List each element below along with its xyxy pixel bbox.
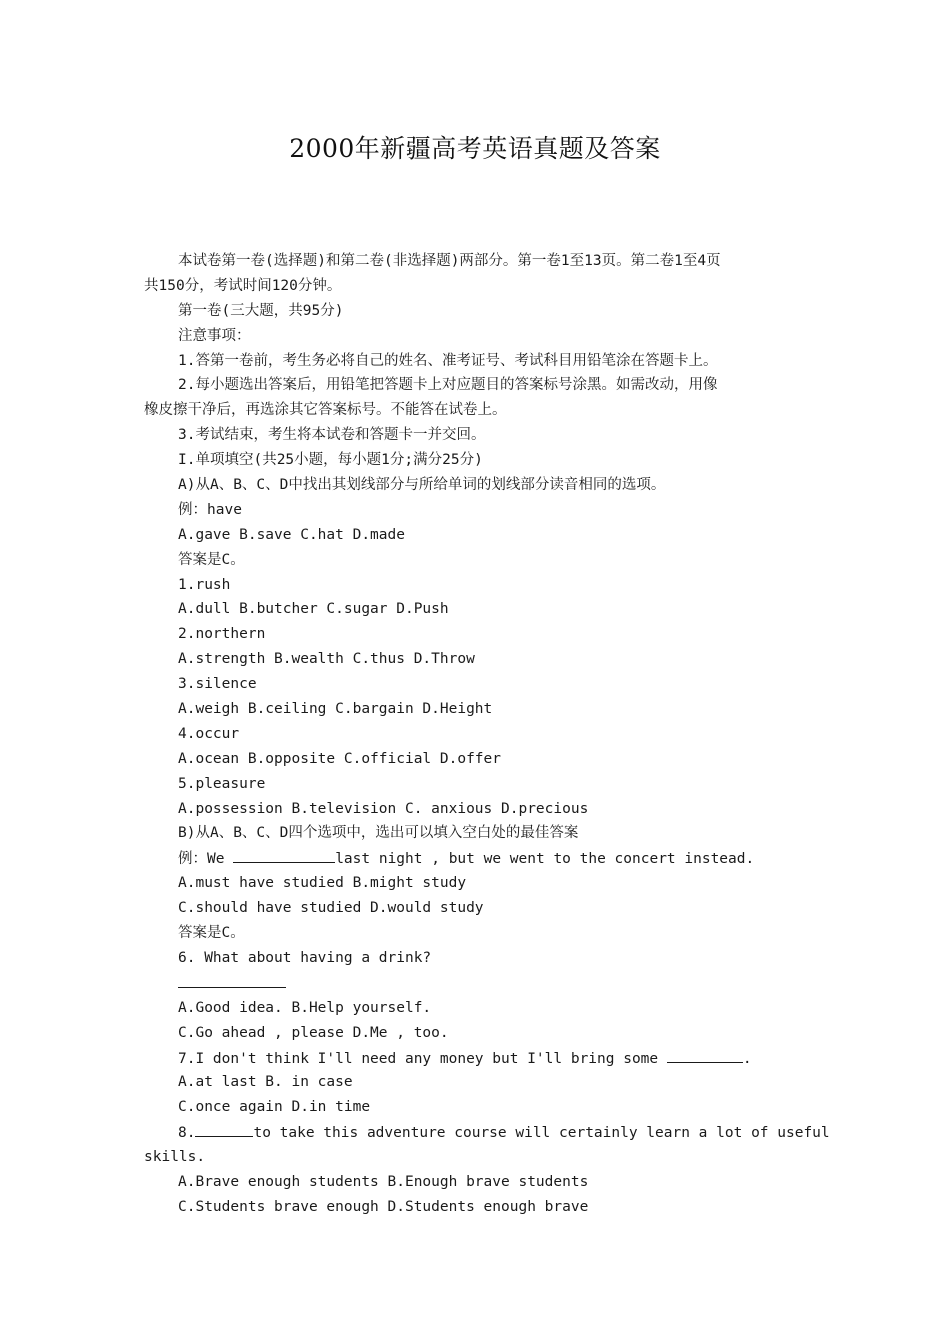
partB-example-options-2: C.should have studied D.would study bbox=[178, 900, 484, 917]
question-4: 4.occur bbox=[178, 725, 240, 742]
question-6: 6. What about having a drink? bbox=[178, 949, 432, 966]
question-7-prefix: 7.I don't think I'll need any money but I'll bring some bbox=[178, 1050, 667, 1067]
question-7-options-1: A.at last B. in case bbox=[178, 1074, 353, 1091]
question-8-options-1: A.Brave enough students B.Enough brave students bbox=[178, 1173, 589, 1190]
partA-example-answer: 答案是C。 bbox=[178, 551, 245, 568]
question-7-options-2: C.once again D.in time bbox=[178, 1099, 371, 1116]
partA-instruction: A)从A、B、C、D中找出其划线部分与所给单词的划线部分读音相同的选项。 bbox=[178, 477, 666, 494]
question-3: 3.silence bbox=[178, 676, 257, 693]
question-7 bbox=[144, 1046, 808, 1071]
question-3-options: A.weigh B.ceiling C.bargain D.Height bbox=[178, 701, 493, 718]
question-2: 2.northern bbox=[178, 626, 266, 643]
partA-example-options: A.gave B.save C.hat D.made bbox=[178, 526, 405, 543]
question-2-options: A.strength B.wealth C.thus D.Throw bbox=[178, 651, 475, 668]
answer-blank bbox=[667, 1046, 743, 1063]
partB-example-prefix: 例：We bbox=[178, 851, 234, 868]
answer-blank bbox=[178, 971, 286, 988]
partA-example-word: 例：have bbox=[178, 501, 242, 518]
question-8 bbox=[144, 1120, 830, 1145]
note-2-line-2: 橡皮擦干净后，再选涂其它答案标号。不能答在试卷上。 bbox=[144, 402, 507, 419]
question-8-suffix: to take this adventure course will certainly learn a lot of useful bbox=[253, 1125, 830, 1142]
notes-heading: 注意事项： bbox=[178, 327, 251, 344]
note-1: 1.答第一卷前，考生务必将自己的姓名、准考证号、考试科目用铅笔涂在答题卡上。 bbox=[178, 352, 718, 369]
question-4-options: A.ocean B.opposite C.official D.offer bbox=[178, 750, 502, 767]
partB-example-sentence bbox=[144, 846, 808, 871]
question-8-continuation: skills. bbox=[144, 1149, 206, 1166]
answer-blank bbox=[233, 846, 335, 863]
intro-line-2: 共150分，考试时间120分钟。 bbox=[144, 277, 342, 294]
note-2-line-1: 2.每小题选出答案后，用铅笔把答题卡上对应题目的答案标号涂黑。如需改动，用像 bbox=[178, 377, 718, 394]
answer-blank bbox=[195, 1120, 253, 1137]
part1-heading: 第一卷(三大题，共95分) bbox=[178, 302, 344, 319]
partB-example-answer: 答案是C。 bbox=[178, 925, 245, 942]
document-title: 2000年新疆高考英语真题及答案 bbox=[289, 134, 661, 163]
question-7-suffix: . bbox=[742, 1050, 752, 1067]
question-1-options: A.dull B.butcher C.sugar D.Push bbox=[178, 601, 449, 618]
question-5-options: A.possession B.television C. anxious D.precious bbox=[178, 800, 589, 817]
partB-instruction: B)从A、B、C、D四个选项中，选出可以填入空白处的最佳答案 bbox=[178, 825, 579, 842]
question-5: 5.pleasure bbox=[178, 775, 266, 792]
partB-example-options-1: A.must have studied B.might study bbox=[178, 875, 467, 892]
question-8-options-2: C.Students brave enough D.Students enough brave bbox=[178, 1198, 589, 1215]
question-6-blank-line bbox=[144, 971, 808, 996]
note-3: 3.考试结束，考生将本试卷和答题卡一并交回。 bbox=[178, 427, 486, 444]
question-8-prefix: 8. bbox=[178, 1125, 196, 1142]
section1-heading: I.单项填空(共25小题，每小题1分;满分25分) bbox=[178, 452, 483, 469]
question-1: 1.rush bbox=[178, 576, 231, 593]
intro-line-1: 本试卷第一卷(选择题)和第二卷(非选择题)两部分。第一卷1至13页。第二卷1至4页 bbox=[178, 253, 721, 269]
partB-example-suffix: last night , but we went to the concert instead. bbox=[335, 851, 755, 868]
document-body bbox=[144, 249, 830, 1220]
question-6-options-2: C.Go ahead , please D.Me , too. bbox=[178, 1024, 449, 1041]
question-6-options-1: A.Good idea. B.Help yourself. bbox=[178, 999, 432, 1016]
